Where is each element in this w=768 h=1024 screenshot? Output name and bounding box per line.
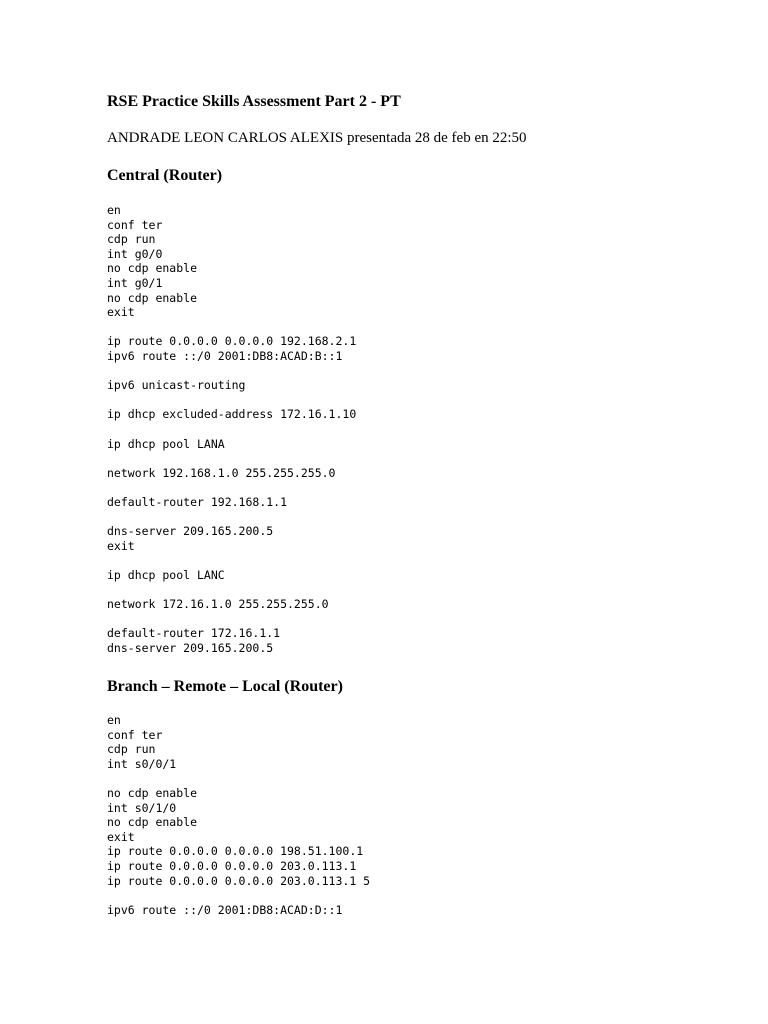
code-line: int s0/1/0 bbox=[107, 800, 177, 815]
code-line: dns-server 209.165.200.5 bbox=[107, 524, 274, 539]
code-line bbox=[107, 364, 356, 379]
code-line: ip route 0.0.0.0 0.0.0.0 203.0.113.1 bbox=[107, 858, 357, 873]
code-line: no cdp enable bbox=[107, 785, 198, 800]
code-line: network 172.16.1.0 255.255.255.0 bbox=[107, 597, 329, 612]
code-line: ip route 0.0.0.0 0.0.0.0 198.51.100.1 bbox=[107, 844, 364, 859]
code-line bbox=[107, 480, 356, 495]
code-line: ip route 0.0.0.0 0.0.0.0 192.168.2.1 bbox=[107, 334, 357, 349]
code-line: ip dhcp pool LANA bbox=[107, 436, 225, 451]
code-line: ip dhcp excluded-address 172.16.1.10 bbox=[107, 407, 357, 422]
code-line: cdp run bbox=[107, 742, 156, 757]
code-line: en bbox=[107, 203, 121, 217]
code-line: int g0/0 bbox=[107, 246, 163, 261]
code-line: ipv6 route ::/0 2001:DB8:ACAD:D::1 bbox=[107, 902, 343, 917]
section-heading-central: Central (Router) bbox=[107, 167, 223, 184]
code-line: dns-server 209.165.200.5 bbox=[107, 640, 274, 655]
code-line bbox=[107, 422, 356, 437]
code-line: ipv6 route ::/0 2001:DB8:ACAD:B::1 bbox=[107, 348, 343, 363]
submission-byline: ANDRADE LEON CARLOS ALEXIS presentada 28 de feb en 22:50 bbox=[107, 130, 527, 146]
code-line: int g0/1 bbox=[107, 275, 163, 290]
code-line: int s0/0/1 bbox=[107, 756, 177, 771]
code-line: no cdp enable bbox=[107, 815, 198, 830]
code-block-central bbox=[107, 203, 356, 655]
code-line bbox=[107, 553, 356, 568]
code-line: default-router 192.168.1.1 bbox=[107, 494, 288, 509]
code-line: ip route 0.0.0.0 0.0.0.0 203.0.113.1 5 bbox=[107, 873, 371, 888]
code-line: ip dhcp pool LANC bbox=[107, 567, 225, 582]
code-line: conf ter bbox=[107, 217, 163, 232]
code-block-branch bbox=[107, 713, 370, 917]
code-line bbox=[107, 451, 356, 466]
code-line: cdp run bbox=[107, 232, 156, 247]
code-line bbox=[107, 320, 356, 335]
section-heading-branch: Branch – Remote – Local (Router) bbox=[107, 678, 343, 695]
code-line: en bbox=[107, 713, 121, 727]
code-line: no cdp enable bbox=[107, 290, 198, 305]
code-line bbox=[107, 393, 356, 408]
code-line: ipv6 unicast-routing bbox=[107, 378, 246, 393]
code-line bbox=[107, 509, 356, 524]
code-line: exit bbox=[107, 538, 135, 553]
code-line: exit bbox=[107, 829, 135, 844]
code-line bbox=[107, 771, 370, 786]
code-line bbox=[107, 582, 356, 597]
code-line: default-router 172.16.1.1 bbox=[107, 626, 281, 641]
code-line bbox=[107, 888, 370, 903]
code-line: exit bbox=[107, 305, 135, 320]
code-line: conf ter bbox=[107, 727, 163, 742]
code-line: no cdp enable bbox=[107, 261, 198, 276]
code-line bbox=[107, 612, 356, 627]
document-title: RSE Practice Skills Assessment Part 2 - PT bbox=[107, 93, 401, 110]
code-line: network 192.168.1.0 255.255.255.0 bbox=[107, 465, 336, 480]
